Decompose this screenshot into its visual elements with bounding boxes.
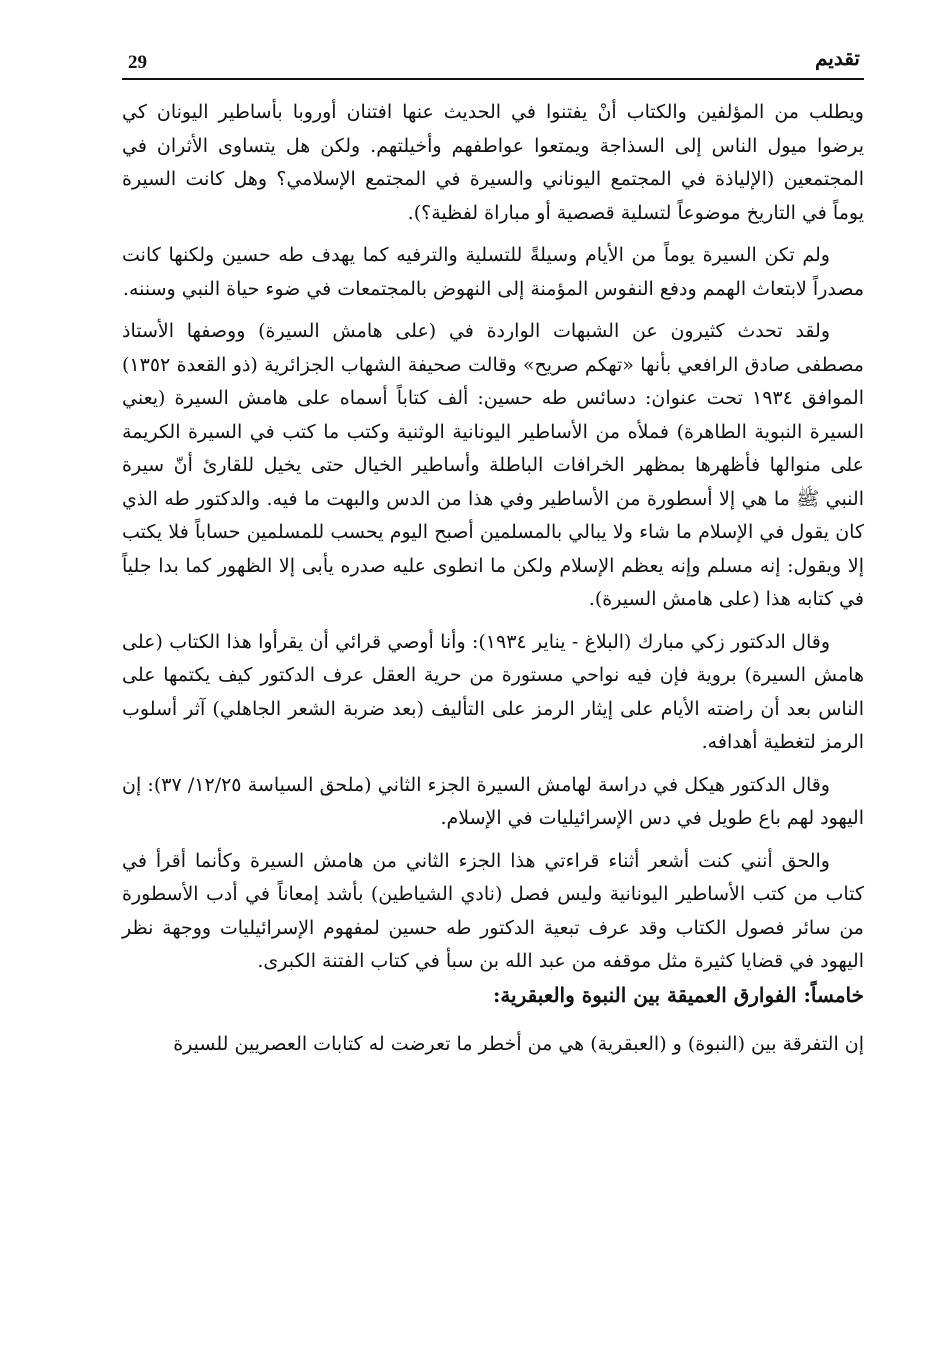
paragraph: إن التفرقة بين (النبوة) و (العبقرية) هي من أخطر ما تعرضت له كتابات العصريين للسيرة [173,1032,864,1055]
page-header [122,40,864,80]
paragraph: وقال الدكتور هيكل في دراسة لهامش السيرة الجزء الثاني (ملحق السياسة ١٢/٢٥/ ٣٧): إن اليهود لهم باع طويل في دس الإسرائيليات في الإسلام. [122,773,864,829]
page-number: 29 [128,52,147,73]
running-title: تقديم [814,46,860,70]
paragraph: ولم تكن السيرة يوماً من الأيام وسيلةً للتسلية والترفيه كما يهدف طه حسين ولكنها كانت مصدراً لابتعاث الهمم ودفع النفوس المؤمنة إلى النهوض بالمجتمعات في ضوء حياة النبي وسننه. [122,244,864,300]
paragraph: ويطلب من المؤلفين والكتاب أنْ يفتنوا في الحديث عنها افتنان أوروبا بأساطير اليونان كي يرضوا ميول الناس إلى السذاجة ويمتعوا عواطفهم وأخيلتهم. ولكن هل يتساوى الأثران في المجتمعين (الإلياذة في المجتمع اليوناني والسيرة في المجتمع الإسلامي؟ وهل كانت السيرة يوماً في التاريخ موضوعاً لتسلية قصصية أو مباراة لفظية؟). [122,101,864,224]
section-heading: خامساً: الفوارق العميقة بين النبوة والعبقرية: [492,982,864,1007]
text-body [122,96,864,1070]
paragraph: والحق أنني كنت أشعر أثناء قراءتي هذا الجزء الثاني من هامش السيرة وكأنما أقرأ في كتاب من كتب الأساطير اليونانية وليس فصل (نادي الشياطين) بأشد إمعاناً في أدب الأسطورة من سائر فصول الكتاب وقد عرف تبعية الدكتور طه حسين لمفهوم الإسرائيليات ووجهة نظر اليهود في قضايا كثيرة مثل موقفه من عبد الله بن سبأ في كتاب الفتنة الكبرى. [122,849,864,972]
paragraph: ولقد تحدث كثيرون عن الشبهات الواردة في (على هامش السيرة) ووصفها الأستاذ مصطفى صادق الرافعي بأنها «تهكم صريح» وقالت صحيفة الشهاب الجزائرية (ذو القعدة ١٣٥٢) الموافق ١٩٣٤ تحت عنوان: دسائس طه حسين: ألف كتاباً أسماه على هامش السيرة (يعني السيرة النبوية الطاهرة) فملأه من الأساطير اليونانية الوثنية وكتب ما كتب في السيرة الكريمة على منوالها فأظهرها بمظهر الخرافات الباطلة وأساطير الخيال حتى يخيل للقارئ أنّ سيرة النبي ﷺ ما هي إلا أسطورة من الأساطير وفي هذا من الدس والبهت ما فيه. والدكتور طه الذي كان يقول في الإسلام ما شاء ولا يبالي بالمسلمين أصبح اليوم يحسب للمسلمين حساباً فلا يكتب إلا ويقول: إنه مسلم وإنه يعظم الإسلام ولكن ما انطوى عليه صدره يأبى إلا الظهور كما بدا جلياً في كتابه هذا (على هامش السيرة). [122,320,865,610]
paragraph: وقال الدكتور زكي مبارك (البلاغ - يناير ١٩٣٤): وأنا أوصي قرائي أن يقرأوا هذا الكتاب (على هامش السيرة) بروية فإن فيه نواحي مستورة من حرية العقل عرف الدكتور كيف يكتمها على الناس بعد أن راضته الأيام على إيثار الرمز على التأليف (بعد ضربة الشعر الجاهلي) آثر أسلوب الرمز لتغطية أهدافه. [122,630,864,753]
